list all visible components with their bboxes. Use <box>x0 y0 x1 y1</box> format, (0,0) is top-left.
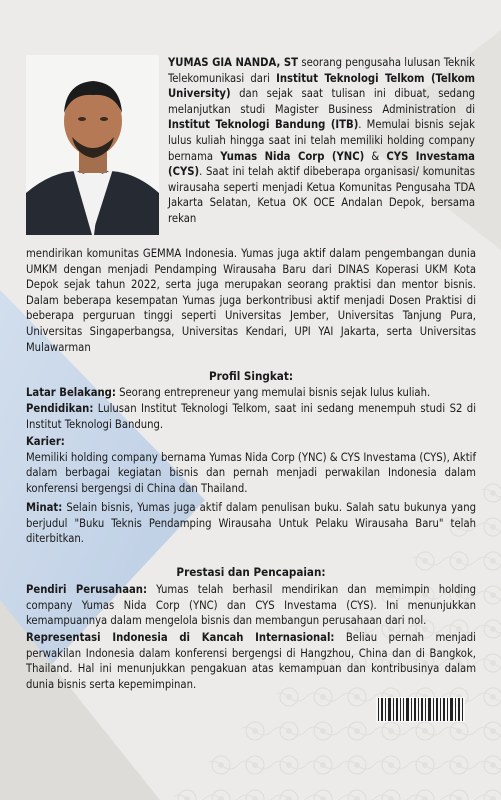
prestasi-representasi: Representasi Indonesia di Kancah Internasional: Beliau pernah menjadi perwakilan Indonesia dalam konferensi bergengsi di Hangzhou, China dan di Bangkok, Thailand. Hal ini menunjukkan pengakuan atas kemampuan dan kontribusinya dalam dunia bisnis serta kepemimpinan. <box>26 631 476 691</box>
karier-label: Karier: <box>26 435 65 448</box>
bio-intro: YUMAS GIA NANDA, ST seorang pengusaha lulusan Teknik Telekomunikasi dari Institut Teknologi Telkom (Telkom University) dan sejak saat tulisan ini dibuat, sedang melanjutkan studi Magister Business Administration di Institut Teknologi Bandung (ITB). Memulai bisnis sejak lulus kuliah hingga saat ini telah memiliki holding company bernama Yumas Nida Corp (YNC) & CYS Investama (CYS). Saat ini telah aktif dibeberapa organisasi/ komunitas wirausaha seperti menjadi Ketua Komunitas Pengusaha TDA Jakarta Selatan, Ketua OK OCE Andalan Depok, bersama rekan <box>168 56 475 225</box>
profil-karier: Karier: Memiliki holding company bernama Yumas Nida Corp (YNC) & CYS Investama (CYS), Aktif dalam berbagai kegiatan bisnis dan pernah menjadi perwakilan Indonesia dalam konferensi bergengsi di China dan Thailand. <box>26 435 476 495</box>
institution-itb: Institut Teknologi Bandung (ITB) <box>168 118 359 132</box>
bio-continued: mendirikan komunitas GEMMA Indonesia. Yumas juga aktif dalam pengembangan dunia UMKM dengan menjadi Pendamping Wirausaha Baru dari DINAS Koperasi UKM Kota Depok sejak tahun 2022, serta juga merupakan seorang praktisi dan mentor bisnis. Dalam beberapa kesempatan Yumas juga berkontribusi aktif menjadi Dosen Praktisi di beberapa perguruan tinggi seperti Universitas Jember, Universitas Tanjung Pura, Universitas Singaperbangsa, Universitas Kendari, UPI YAI Jakarta, serta Universitas Mulawarman <box>26 247 476 354</box>
profil-pendidikan: Pendidikan: Lulusan Institut Teknologi Telkom, saat ini sedang menempuh studi S2 di Institut Teknologi Bandung. <box>26 402 476 431</box>
minat-label: Minat: <box>26 501 63 514</box>
company-cys: CYS Investama (CYS) <box>168 149 475 179</box>
profil-latar: Latar Belakang: Seorang entrepreneur yang memulai bisnis sejak lulus kuliah. <box>26 386 431 399</box>
pendidikan-label: Pendidikan: <box>26 402 94 415</box>
prestasi-pendiri: Pendiri Perusahaan: Yumas telah berhasil mendirikan dan memimpin holding company Yumas Nida Corp (YNC) dan CYS Investama (CYS). Ini menunjukkan kemampuannya dalam mengelola bisnis dan membangun perusahaan dari nol. <box>26 583 476 628</box>
prestasi-title: Prestasi dan Pencapaian: <box>176 565 326 579</box>
barcode <box>376 697 465 722</box>
profil-title: Profil Singkat: <box>209 369 293 383</box>
profil-minat: Minat: Selain bisnis, Yumas juga aktif dalam penulisan buku. Salah satu bukunya yang berjudul "Buku Teknis Pendamping Wirausaha Untuk Pelaku Wirausaha Baru" telah diterbitkan. <box>26 501 476 546</box>
author-name: YUMAS GIA NANDA, ST <box>168 56 299 69</box>
latar-label: Latar Belakang: <box>26 386 116 399</box>
company-ync: Yumas Nida Corp (YNC) <box>220 149 365 163</box>
pendiri-label: Pendiri Perusahaan: <box>26 583 147 596</box>
representasi-label: Representasi Indonesia di Kancah Internasional: <box>26 631 335 644</box>
profile-photo <box>26 55 159 235</box>
institution-telkom: Institut Teknologi Telkom (Telkom University) <box>168 71 475 101</box>
